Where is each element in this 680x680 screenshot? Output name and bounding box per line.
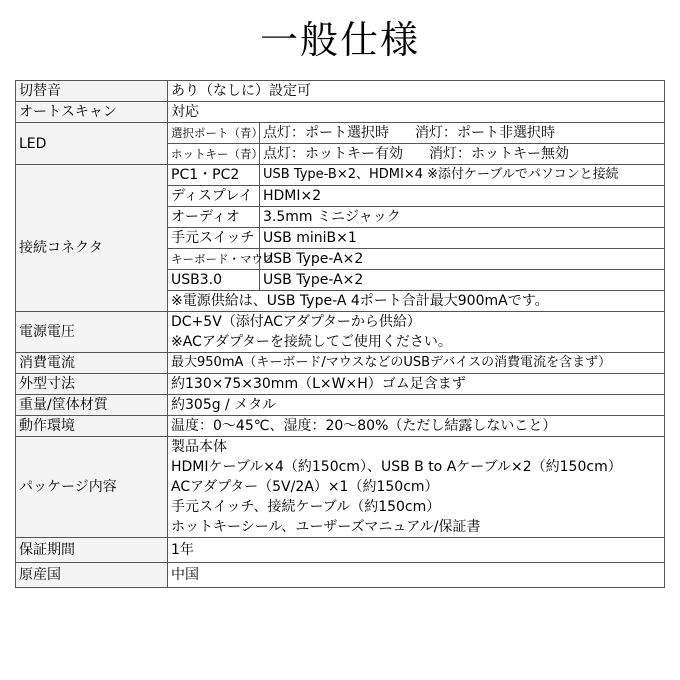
connector-label: 接続コネクタ: [19, 240, 103, 256]
led-selected-on: 点灯：ポート選択時: [263, 125, 389, 141]
package-line: 製品本体: [171, 439, 227, 455]
package-line: HDMIケーブル×4（約150cm）、USB B to Aケーブル×2（約150cm）: [171, 459, 622, 475]
spec-value: あり（なしに）設定可: [168, 81, 665, 102]
spec-value: 最大950mA（キーボード/マウスなどのUSBデバイスの消費電流を含まず）: [168, 353, 665, 374]
row-autoscan: [16, 102, 665, 123]
connector-note: ※電源供給は、USB Type-A 4ポート合計最大900mAです。: [168, 291, 665, 312]
spec-label: 動作環境: [16, 416, 168, 437]
led-hotkey-name: ホットキー（青）: [168, 144, 260, 165]
row-dimensions: [16, 374, 665, 395]
spec-label: オートスキャン: [16, 102, 168, 123]
row-weight: [16, 395, 665, 416]
spec-label: LED: [16, 123, 168, 165]
connector-name: 手元スイッチ: [168, 228, 260, 249]
spec-value: [168, 312, 665, 353]
power-line: DC+5V（添付ACアダプターから供給）: [171, 314, 421, 330]
row-origin: [16, 563, 665, 588]
row-environment: [16, 416, 665, 437]
connector-name: ディスプレイ: [168, 186, 260, 207]
spec-value: 温度：0〜45℃、湿度：20〜80%（ただし結露しないこと）: [168, 416, 665, 437]
led-selected-name: 選択ポート（青）: [168, 123, 260, 144]
connector-name: キーボード・マウス: [168, 249, 260, 270]
led-hotkey-off: 消灯：ホットキー無効: [429, 146, 569, 162]
spec-value: 約130×75×30mm（L×W×H）ゴム足含まず: [168, 374, 665, 395]
led-selected-status: [260, 123, 665, 144]
led-selected-off: 消灯：ポート非選択時: [415, 125, 555, 141]
led-hotkey-status: [260, 144, 665, 165]
spec-value: 1年: [168, 538, 665, 563]
spec-table: [15, 80, 665, 588]
row-switching-sound: [16, 81, 665, 102]
spec-label: 保証期間: [16, 538, 168, 563]
connector-value: USB Type-B×2、HDMI×4 ※添付ケーブルでパソコンと接続: [260, 165, 665, 186]
page-title: 一般仕様: [259, 18, 420, 62]
connector-name: USB3.0: [168, 270, 260, 291]
row-connector-pc: [16, 165, 665, 186]
spec-label: 切替音: [16, 81, 168, 102]
connector-name: オーディオ: [168, 207, 260, 228]
row-package: [16, 437, 665, 538]
spec-label: 電源電圧: [16, 312, 168, 353]
spec-label: 消費電流: [16, 353, 168, 374]
row-power: [16, 312, 665, 353]
spec-value: 約305g / メタル: [168, 395, 665, 416]
spec-value: 中国: [168, 563, 665, 588]
spec-value: [168, 437, 665, 538]
row-led-selected: [16, 123, 665, 144]
package-line: ホットキーシール、ユーザーズマニュアル/保証書: [171, 519, 481, 535]
spec-value: 対応: [168, 102, 665, 123]
connector-name: PC1・PC2: [168, 165, 260, 186]
connector-value: USB Type-A×2: [260, 270, 665, 291]
package-line: 手元スイッチ、接続ケーブル（約150cm）: [171, 499, 441, 515]
spec-label: 重量/筐体材質: [16, 395, 168, 416]
spec-label: [16, 165, 168, 312]
row-consumption: [16, 353, 665, 374]
connector-value: USB miniB×1: [260, 228, 665, 249]
spec-label: 外型寸法: [16, 374, 168, 395]
row-warranty: [16, 538, 665, 563]
connector-value: HDMI×2: [260, 186, 665, 207]
power-line: ※ACアダプターを接続してご使用ください。: [171, 334, 452, 350]
connector-value: 3.5mm ミニジャック: [260, 207, 665, 228]
led-hotkey-on: 点灯：ホットキー有効: [263, 146, 403, 162]
package-line: ACアダプター（5V/2A）×1（約150cm）: [171, 479, 439, 495]
spec-label: 原産国: [16, 563, 168, 588]
connector-value: USB Type-A×2: [260, 249, 665, 270]
spec-label: パッケージ内容: [16, 437, 168, 538]
